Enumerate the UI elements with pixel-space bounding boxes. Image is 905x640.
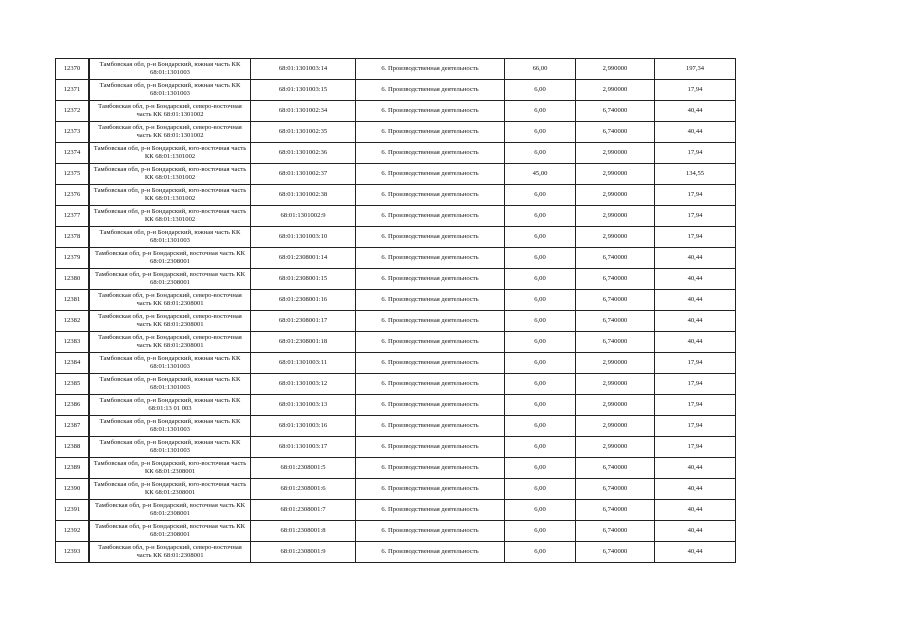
table-row	[56, 416, 736, 437]
row-number-cell: 12377	[56, 206, 89, 227]
cadastral-number-cell: 68:01:1301003:10	[251, 227, 356, 248]
table-row	[56, 311, 736, 332]
address-cell: Тамбовская обл, р-н Бондарский, южная часть КК 68:01:1301003	[90, 59, 251, 80]
area-cell: 66,00	[505, 59, 576, 80]
table-row	[56, 206, 736, 227]
amount-cell: 40,44	[655, 101, 736, 122]
row-number-cell: 12389	[56, 458, 89, 479]
row-number-cell: 12388	[56, 437, 89, 458]
amount-cell: 40,44	[655, 269, 736, 290]
rate-cell: 2,990000	[576, 416, 655, 437]
land-use-cell: 6. Производственная деятельность	[356, 269, 505, 290]
rate-cell: 2,990000	[576, 374, 655, 395]
amount-cell: 17,94	[655, 395, 736, 416]
land-use-cell: 6. Производственная деятельность	[356, 290, 505, 311]
table-row	[56, 374, 736, 395]
row-number-cell: 12381	[56, 290, 89, 311]
area-cell: 6,00	[505, 185, 576, 206]
rate-cell: 6,740000	[576, 269, 655, 290]
cadastral-number-cell: 68:01:2308001:18	[251, 332, 356, 353]
cadastral-number-cell: 68:01:2308001:17	[251, 311, 356, 332]
land-use-cell: 6. Производственная деятельность	[356, 332, 505, 353]
address-cell: Тамбовская обл, р-н Бондарский, северо-восточная часть КК 68:01:1301002	[90, 101, 251, 122]
address-cell: Тамбовская обл, р-н Бондарский, северо-восточная часть КК 68:01:2308001	[90, 332, 251, 353]
area-cell: 6,00	[505, 332, 576, 353]
rate-cell: 2,990000	[576, 164, 655, 185]
address-cell: Тамбовская обл, р-н Бондарский, северо-восточная часть КК 68:01:2308001	[90, 311, 251, 332]
rate-cell: 6,740000	[576, 101, 655, 122]
table-row	[56, 80, 736, 101]
cadastral-number-cell: 68:01:2308001:9	[251, 542, 356, 563]
area-cell: 6,00	[505, 290, 576, 311]
land-use-cell: 6. Производственная деятельность	[356, 311, 505, 332]
cadastral-number-cell: 68:01:1301003:11	[251, 353, 356, 374]
land-use-cell: 6. Производственная деятельность	[356, 248, 505, 269]
cadastral-number-cell: 68:01:2308001:16	[251, 290, 356, 311]
amount-cell: 17,94	[655, 206, 736, 227]
table-row	[56, 353, 736, 374]
land-use-cell: 6. Производственная деятельность	[356, 101, 505, 122]
rate-cell: 2,990000	[576, 59, 655, 80]
amount-cell: 40,44	[655, 290, 736, 311]
amount-cell: 17,94	[655, 353, 736, 374]
rate-cell: 2,990000	[576, 437, 655, 458]
area-cell: 6,00	[505, 500, 576, 521]
table-row	[56, 395, 736, 416]
row-number-cell: 12375	[56, 164, 89, 185]
address-cell: Тамбовская обл, р-н Бондарский, северо-восточная часть КК 68:01:2308001	[90, 542, 251, 563]
land-use-cell: 6. Производственная деятельность	[356, 437, 505, 458]
amount-cell: 17,94	[655, 227, 736, 248]
table-row	[56, 458, 736, 479]
area-cell: 6,00	[505, 458, 576, 479]
land-use-cell: 6. Производственная деятельность	[356, 500, 505, 521]
address-cell: Тамбовская обл, р-н Бондарский, юго-восточная часть КК 68:01:2308001	[90, 458, 251, 479]
cadastral-number-cell: 68:01:1301002:35	[251, 122, 356, 143]
amount-cell: 40,44	[655, 458, 736, 479]
cadastral-number-cell: 68:01:1301003:16	[251, 416, 356, 437]
amount-cell: 40,44	[655, 248, 736, 269]
rate-cell: 6,740000	[576, 311, 655, 332]
table-row	[56, 164, 736, 185]
rate-cell: 6,740000	[576, 290, 655, 311]
row-number-cell: 12372	[56, 101, 89, 122]
land-use-cell: 6. Производственная деятельность	[356, 164, 505, 185]
address-cell: Тамбовская обл, р-н Бондарский, южная часть КК 68:01:1301003	[90, 374, 251, 395]
table-row	[56, 59, 736, 80]
land-use-cell: 6. Производственная деятельность	[356, 542, 505, 563]
amount-cell: 134,55	[655, 164, 736, 185]
area-cell: 6,00	[505, 206, 576, 227]
address-cell: Тамбовская обл, р-н Бондарский, юго-восточная часть КК 68:01:2308001	[90, 479, 251, 500]
area-cell: 6,00	[505, 521, 576, 542]
area-cell: 6,00	[505, 542, 576, 563]
cadastral-number-cell: 68:01:1301003:17	[251, 437, 356, 458]
area-cell: 6,00	[505, 437, 576, 458]
amount-cell: 40,44	[655, 122, 736, 143]
amount-cell: 17,94	[655, 185, 736, 206]
row-number-cell: 12370	[56, 59, 89, 80]
land-use-cell: 6. Производственная деятельность	[356, 122, 505, 143]
area-cell: 6,00	[505, 143, 576, 164]
table-row	[56, 185, 736, 206]
land-use-cell: 6. Производственная деятельность	[356, 143, 505, 164]
land-use-cell: 6. Производственная деятельность	[356, 227, 505, 248]
address-cell: Тамбовская обл, р-н Бондарский, восточная часть КК 68:01:2308001	[90, 248, 251, 269]
address-cell: Тамбовская обл, р-н Бондарский, юго-восточная часть КК 68:01:1301002	[90, 143, 251, 164]
area-cell: 6,00	[505, 353, 576, 374]
row-number-cell: 12391	[56, 500, 89, 521]
rate-cell: 6,740000	[576, 332, 655, 353]
area-cell: 6,00	[505, 269, 576, 290]
address-cell: Тамбовская обл, р-н Бондарский, южная часть КК 68:01:1301003	[90, 80, 251, 101]
rate-cell: 6,740000	[576, 458, 655, 479]
table-row	[56, 248, 736, 269]
rate-cell: 2,990000	[576, 206, 655, 227]
address-cell: Тамбовская обл, р-н Бондарский, юго-восточная часть КК 68:01:1301002	[90, 206, 251, 227]
row-number-cell: 12373	[56, 122, 89, 143]
amount-cell: 40,44	[655, 311, 736, 332]
area-cell: 6,00	[505, 395, 576, 416]
amount-cell: 40,44	[655, 542, 736, 563]
table-row	[56, 227, 736, 248]
land-use-cell: 6. Производственная деятельность	[356, 353, 505, 374]
row-number-cell: 12379	[56, 248, 89, 269]
cadastral-number-cell: 68:01:1301003:13	[251, 395, 356, 416]
row-number-cell: 12374	[56, 143, 89, 164]
table-row	[56, 542, 736, 563]
rate-cell: 2,990000	[576, 353, 655, 374]
area-cell: 6,00	[505, 101, 576, 122]
row-number-cell: 12371	[56, 80, 89, 101]
cadastral-number-cell: 68:01:2308001:7	[251, 500, 356, 521]
area-cell: 6,00	[505, 80, 576, 101]
row-number-cell: 12392	[56, 521, 89, 542]
table-row	[56, 122, 736, 143]
table-row	[56, 290, 736, 311]
cadastral-number-cell: 68:01:2308001:8	[251, 521, 356, 542]
address-cell: Тамбовская обл, р-н Бондарский, восточная часть КК 68:01:2308001	[90, 269, 251, 290]
row-number-cell: 12386	[56, 395, 89, 416]
land-use-cell: 6. Производственная деятельность	[356, 521, 505, 542]
rate-cell: 6,740000	[576, 521, 655, 542]
table-row	[56, 521, 736, 542]
amount-cell: 17,94	[655, 416, 736, 437]
address-cell: Тамбовская обл, р-н Бондарский, южная часть КК 68:01:13 01 003	[90, 395, 251, 416]
table-row	[56, 437, 736, 458]
land-use-cell: 6. Производственная деятельность	[356, 59, 505, 80]
cadastral-number-cell: 68:01:1301002:38	[251, 185, 356, 206]
cadastral-number-cell: 68:01:1301002:34	[251, 101, 356, 122]
row-number-cell: 12385	[56, 374, 89, 395]
land-use-cell: 6. Производственная деятельность	[356, 479, 505, 500]
cadastral-number-cell: 68:01:1301002:37	[251, 164, 356, 185]
table-body	[56, 59, 736, 563]
rate-cell: 6,740000	[576, 122, 655, 143]
cadastral-number-cell: 68:01:2308001:5	[251, 458, 356, 479]
cadastral-number-cell: 68:01:1301002:36	[251, 143, 356, 164]
area-cell: 6,00	[505, 479, 576, 500]
cadastral-number-cell: 68:01:1301003:12	[251, 374, 356, 395]
cadastral-number-cell: 68:01:2308001:14	[251, 248, 356, 269]
table-row	[56, 332, 736, 353]
row-number-cell: 12384	[56, 353, 89, 374]
area-cell: 6,00	[505, 122, 576, 143]
rate-cell: 6,740000	[576, 479, 655, 500]
table-row	[56, 500, 736, 521]
amount-cell: 40,44	[655, 521, 736, 542]
land-use-cell: 6. Производственная деятельность	[356, 458, 505, 479]
cadastral-number-cell: 68:01:2308001:6	[251, 479, 356, 500]
area-cell: 6,00	[505, 311, 576, 332]
area-cell: 6,00	[505, 227, 576, 248]
cadastral-number-cell: 68:01:2308001:15	[251, 269, 356, 290]
amount-cell: 40,44	[655, 500, 736, 521]
address-cell: Тамбовская обл, р-н Бондарский, южная часть КК 68:01:1301003	[90, 416, 251, 437]
row-number-cell: 12390	[56, 479, 89, 500]
amount-cell: 17,94	[655, 80, 736, 101]
area-cell: 6,00	[505, 416, 576, 437]
rate-cell: 6,740000	[576, 248, 655, 269]
land-use-cell: 6. Производственная деятельность	[356, 185, 505, 206]
rate-cell: 6,740000	[576, 500, 655, 521]
address-cell: Тамбовская обл, р-н Бондарский, восточная часть КК 68:01:2308001	[90, 521, 251, 542]
table-row	[56, 143, 736, 164]
rate-cell: 2,990000	[576, 143, 655, 164]
land-use-cell: 6. Производственная деятельность	[356, 80, 505, 101]
cadastral-number-cell: 68:01:1301002:9	[251, 206, 356, 227]
area-cell: 6,00	[505, 374, 576, 395]
table-row	[56, 479, 736, 500]
row-number-cell: 12380	[56, 269, 89, 290]
row-number-cell: 12383	[56, 332, 89, 353]
rate-cell: 2,990000	[576, 227, 655, 248]
amount-cell: 40,44	[655, 479, 736, 500]
table-row	[56, 269, 736, 290]
rate-cell: 2,990000	[576, 185, 655, 206]
land-use-cell: 6. Производственная деятельность	[356, 395, 505, 416]
row-number-cell: 12393	[56, 542, 89, 563]
row-number-cell: 12387	[56, 416, 89, 437]
rate-cell: 2,990000	[576, 80, 655, 101]
row-number-cell: 12378	[56, 227, 89, 248]
land-use-cell: 6. Производственная деятельность	[356, 374, 505, 395]
address-cell: Тамбовская обл, р-н Бондарский, южная часть КК 68:01:1301003	[90, 227, 251, 248]
cadastral-number-cell: 68:01:1301003:15	[251, 80, 356, 101]
row-number-cell: 12376	[56, 185, 89, 206]
amount-cell: 17,94	[655, 143, 736, 164]
amount-cell: 17,94	[655, 437, 736, 458]
address-cell: Тамбовская обл, р-н Бондарский, южная часть КК 68:01:1301003	[90, 437, 251, 458]
table-row	[56, 101, 736, 122]
amount-cell: 17,94	[655, 374, 736, 395]
rate-cell: 2,990000	[576, 395, 655, 416]
row-number-cell: 12382	[56, 311, 89, 332]
land-register-table	[55, 58, 736, 563]
address-cell: Тамбовская обл, р-н Бондарский, юго-восточная часть КК 68:01:1301002	[90, 185, 251, 206]
amount-cell: 197,34	[655, 59, 736, 80]
area-cell: 45,00	[505, 164, 576, 185]
address-cell: Тамбовская обл, р-н Бондарский, северо-восточная часть КК 68:01:2308001	[90, 290, 251, 311]
area-cell: 6,00	[505, 248, 576, 269]
amount-cell: 40,44	[655, 332, 736, 353]
land-use-cell: 6. Производственная деятельность	[356, 416, 505, 437]
address-cell: Тамбовская обл, р-н Бондарский, юго-восточная часть КК 68:01:1301002	[90, 164, 251, 185]
address-cell: Тамбовская обл, р-н Бондарский, южная часть КК 68:01:1301003	[90, 353, 251, 374]
address-cell: Тамбовская обл, р-н Бондарский, северо-восточная часть КК 68:01:1301002	[90, 122, 251, 143]
address-cell: Тамбовская обл, р-н Бондарский, восточная часть КК 68:01:2308001	[90, 500, 251, 521]
cadastral-number-cell: 68:01:1301003:14	[251, 59, 356, 80]
land-use-cell: 6. Производственная деятельность	[356, 206, 505, 227]
rate-cell: 6,740000	[576, 542, 655, 563]
